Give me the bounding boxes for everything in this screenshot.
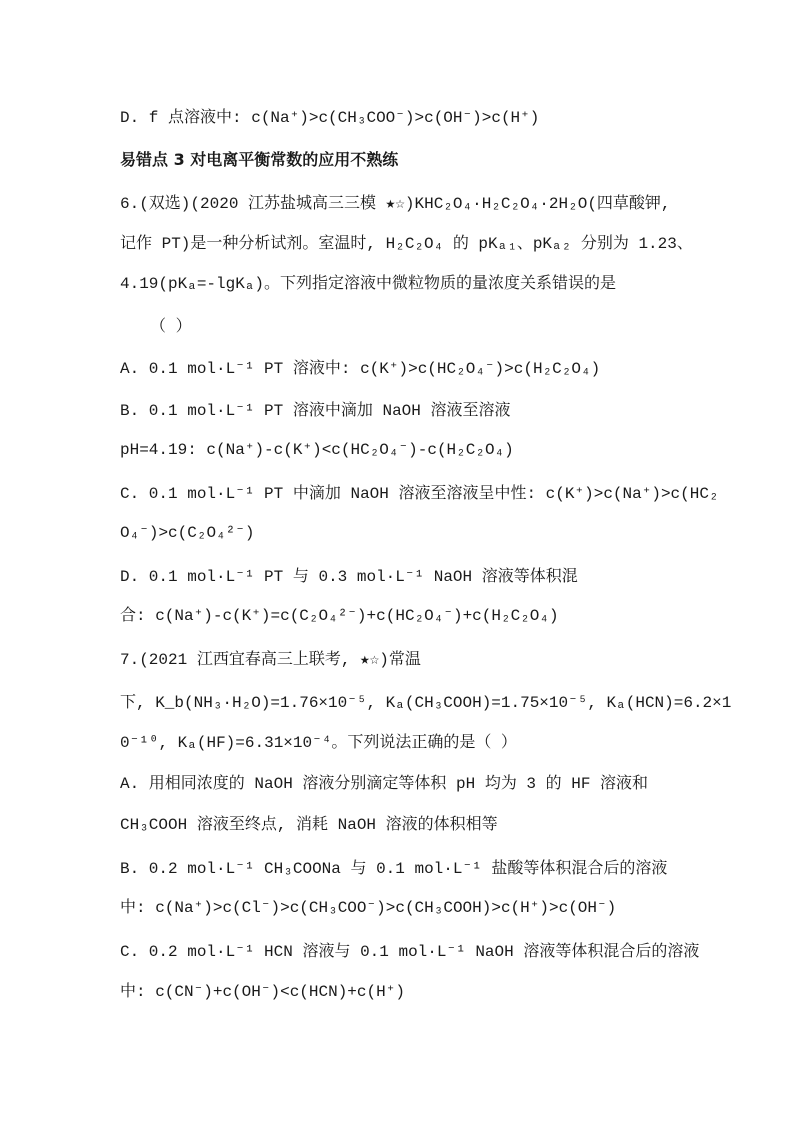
option-d-f-point: D. f 点溶液中: c(Na⁺)>c(CH₃COO⁻)>c(OH⁻)>c(H⁺) bbox=[120, 109, 540, 127]
section-heading-mistake-3: 易错点 3 对电离平衡常数的应用不熟练 bbox=[120, 150, 399, 169]
q7-option-c-line-2: 中: c(CN⁻)+c(OH⁻)<c(HCN)+c(H⁺) bbox=[120, 983, 405, 1001]
question-6-line-3: 4.19(pKₐ=-lgKₐ)。下列指定溶液中微粒物质的量浓度关系错误的是 bbox=[120, 275, 617, 293]
answer-blank-6: （ ） bbox=[150, 318, 192, 336]
question-6-line-2: 记作 PT)是一种分析试剂。室温时, H₂C₂O₄ 的 pKₐ₁、pKₐ₂ 分别为 1.23、 bbox=[120, 235, 693, 253]
q6-option-b-line-2: pH=4.19: c(Na⁺)-c(K⁺)<c(HC₂O₄⁻)-c(H₂C₂O₄) bbox=[120, 441, 514, 459]
q7-option-c-line-1: C. 0.2 mol·L⁻¹ HCN 溶液与 0.1 mol·L⁻¹ NaOH 溶液等体积混合后的溶液 bbox=[120, 943, 700, 961]
q7-option-a-line-1: A. 用相同浓度的 NaOH 溶液分别滴定等体积 pH 均为 3 的 HF 溶液和 bbox=[120, 775, 649, 793]
q6-option-b-line-1: B. 0.1 mol·L⁻¹ PT 溶液中滴加 NaOH 溶液至溶液 bbox=[120, 402, 511, 420]
q6-option-c-line-1: C. 0.1 mol·L⁻¹ PT 中滴加 NaOH 溶液至溶液呈中性: c(K⁺)>c(Na⁺)>c(HC₂ bbox=[120, 485, 719, 503]
q6-option-c-line-2: O₄⁻)>c(C₂O₄²⁻) bbox=[120, 524, 255, 542]
question-6-line-1: 6.(双选)(2020 江苏盐城高三三模 ★☆)KHC₂O₄·H₂C₂O₄·2H₂O(四草酸钾, bbox=[120, 195, 671, 213]
q6-option-d-line-1: D. 0.1 mol·L⁻¹ PT 与 0.3 mol·L⁻¹ NaOH 溶液等体积混 bbox=[120, 568, 578, 586]
q6-option-d-line-2: 合: c(Na⁺)-c(K⁺)=c(C₂O₄²⁻)+c(HC₂O₄⁻)+c(H₂C₂O₄) bbox=[120, 607, 559, 625]
question-7-line-1: 7.(2021 江西宜春高三上联考, ★☆)常温 bbox=[120, 651, 421, 669]
question-7-line-2: 下, K_b(NH₃·H₂O)=1.76×10⁻⁵, Kₐ(CH₃COOH)=1.75×10⁻⁵, Kₐ(HCN)=6.2×1 bbox=[120, 694, 732, 712]
q7-option-a-line-2: CH₃COOH 溶液至终点, 消耗 NaOH 溶液的体积相等 bbox=[120, 816, 498, 834]
q6-option-a: A. 0.1 mol·L⁻¹ PT 溶液中: c(K⁺)>c(HC₂O₄⁻)>c(H₂C₂O₄) bbox=[120, 360, 601, 378]
q7-option-b-line-2: 中: c(Na⁺)>c(Cl⁻)>c(CH₃COO⁻)>c(CH₃COOH)>c(H⁺)>c(OH⁻) bbox=[120, 899, 617, 917]
q7-option-b-line-1: B. 0.2 mol·L⁻¹ CH₃COONa 与 0.1 mol·L⁻¹ 盐酸等体积混合后的溶液 bbox=[120, 860, 668, 878]
question-7-line-3: 0⁻¹⁰, Kₐ(HF)=6.31×10⁻⁴。下列说法正确的是（ ） bbox=[120, 734, 517, 752]
